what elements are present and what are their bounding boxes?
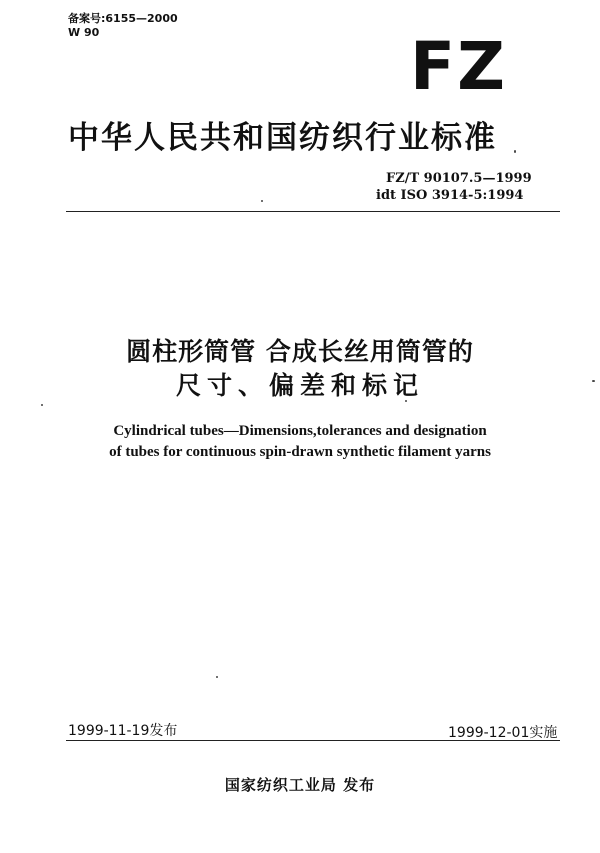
scan-speck [592, 380, 595, 382]
title-zh-line1: 圆柱形筒管 合成长丝用筒管的 [126, 337, 474, 366]
scan-speck [261, 200, 263, 202]
identical-standard: idt ISO 3914-5:1994 [376, 188, 524, 203]
title-en-line1: Cylindrical tubes—Dimensions,tolerances and designation [113, 423, 487, 439]
fz-logo: FZ [410, 28, 507, 105]
record-number: 备案号:6155—2000 [68, 12, 178, 25]
title-zh-line2: 尺寸、偏差和标记 [175, 371, 424, 400]
issue-date: 1999-11-19发布 [68, 723, 178, 739]
bottom-divider [66, 740, 560, 741]
standard-number: FZ/T 90107.5—1999 [386, 171, 532, 186]
implementation-date: 1999-12-01实施 [448, 725, 558, 741]
org-title: 中华人民共和国纺织行业标准 [68, 120, 497, 156]
scan-speck [216, 676, 218, 678]
classification-code: W 90 [68, 26, 100, 39]
top-divider [66, 211, 560, 212]
scan-speck [514, 150, 516, 153]
issuer: 国家纺织工业局 发布 [224, 776, 376, 794]
scan-speck [405, 400, 407, 402]
scan-speck [41, 404, 43, 406]
title-en-line2: of tubes for continuous spin-drawn synthetic filament yarns [109, 444, 491, 460]
